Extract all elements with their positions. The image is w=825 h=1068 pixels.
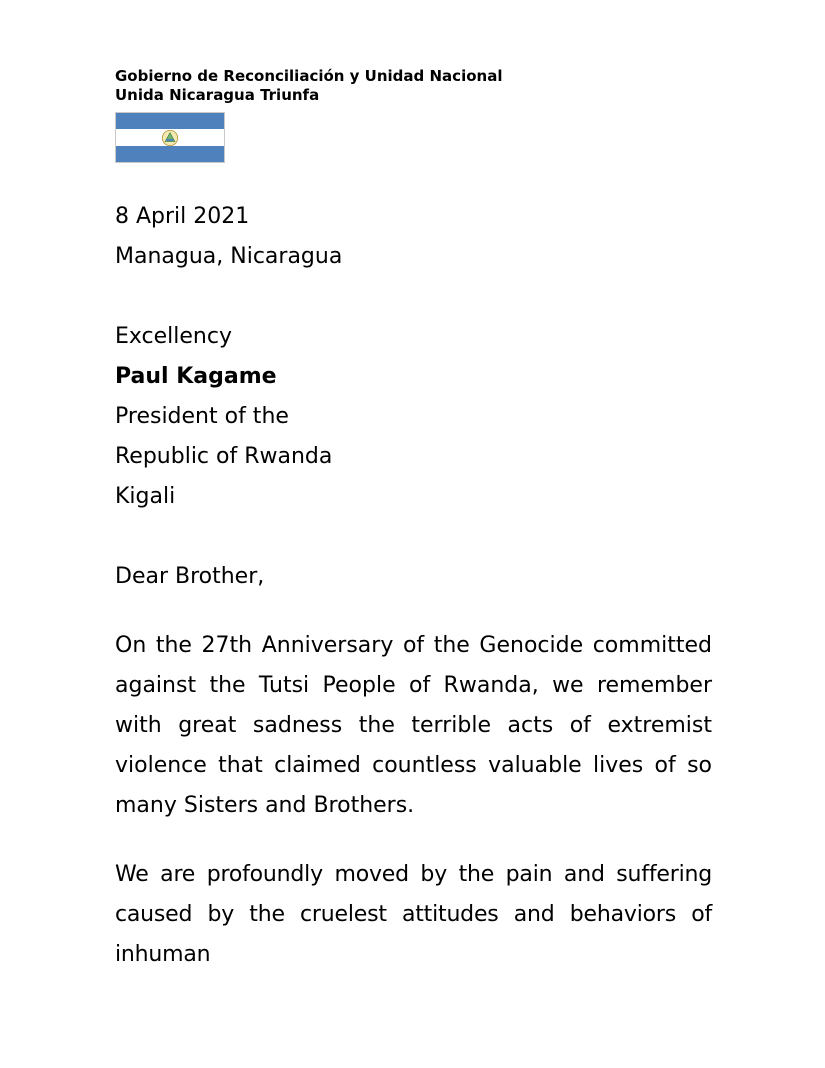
flag-top-band [116,113,224,129]
recipient-title-line1: President of the [115,404,289,429]
government-motto: Unida Nicaragua Triunfa [115,86,320,104]
letter-date: 8 April 2021 [115,204,250,229]
letter-place: Managua, Nicaragua [115,244,343,269]
recipient-city: Kigali [115,484,176,509]
nicaragua-flag [115,112,225,163]
recipient-name: Paul Kagame [115,364,277,389]
body-paragraph-2: We are profoundly moved by the pain and suffering caused by the cruelest attitudes and behaviors of inhuman [115,862,712,967]
government-name: Gobierno de Reconciliación y Unidad Nacional [115,67,503,85]
recipient-honorific: Excellency [115,324,232,349]
greeting: Dear Brother, [115,564,265,589]
coat-of-arms-icon [161,129,179,147]
recipient-title-line2: Republic of Rwanda [115,444,333,469]
body-paragraph-1: On the 27th Anniversary of the Genocide committed against the Tutsi People of Rwanda, we remember with great sadness the terrible acts of extremist violence that claimed countless valuable lives of so many Sisters and Brothers. [115,633,712,818]
flag-bottom-band [116,146,224,162]
